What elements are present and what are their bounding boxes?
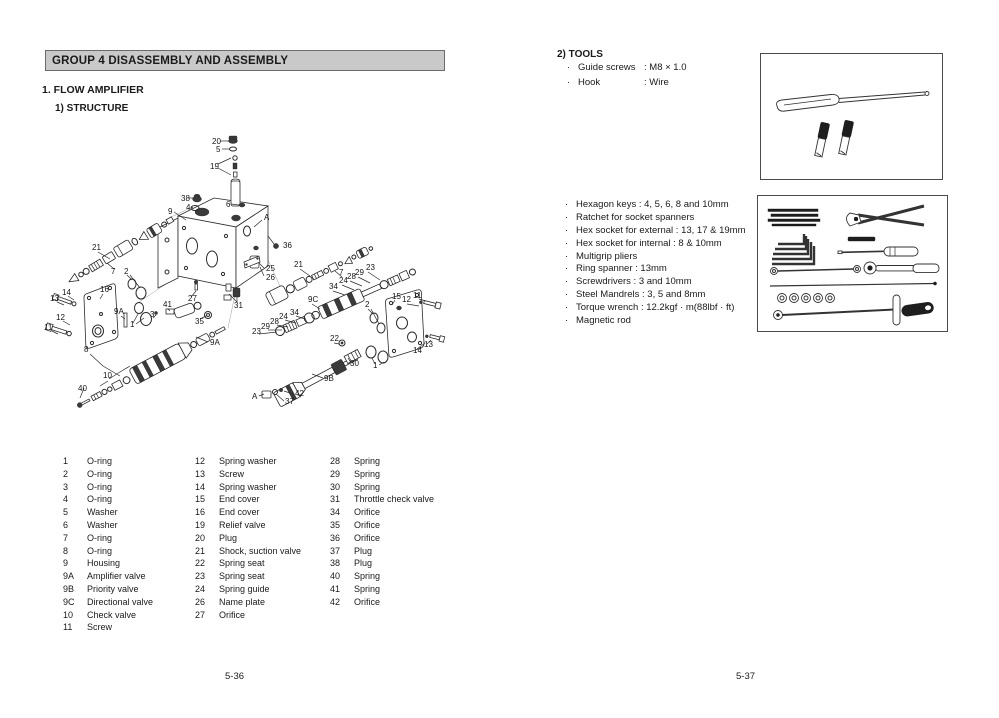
parts-row (63, 532, 153, 545)
parts-row (330, 519, 434, 532)
part-label-26: 26 (266, 273, 275, 282)
part-label-9A: 9A (114, 307, 124, 316)
part-name: End cover (219, 494, 260, 505)
part-label-7: 7 (339, 268, 344, 277)
part-label-6: 6 (226, 200, 231, 209)
part-name: End cover (219, 507, 260, 518)
structure-diagram (40, 128, 460, 443)
part-name: O-ring (87, 481, 113, 492)
bullet-icon: · (565, 315, 569, 327)
part-name: Spring washer (219, 481, 277, 492)
tool-list-text: Multigrip pliers (576, 250, 638, 262)
tool-spec-value: : Wire (644, 77, 669, 88)
guide-screw-2 (838, 120, 854, 155)
part-name: Washer (87, 507, 118, 518)
part-number: 9 (63, 558, 69, 569)
parts-row (63, 481, 153, 494)
parts-row (195, 583, 301, 596)
multigrip-pliers (847, 206, 925, 226)
part-number: 28 (330, 456, 341, 466)
part-label-8: 8 (84, 345, 89, 354)
part-name: Orifice (354, 507, 381, 518)
part-number: 21 (195, 545, 206, 556)
bullet-icon: · (565, 237, 569, 249)
parts-row (195, 481, 301, 494)
tool-list-row (565, 238, 746, 251)
parts-row (63, 609, 153, 622)
part-label-27: 27 (188, 294, 197, 303)
part-name: Orifice (219, 609, 246, 620)
tool-list-row (565, 251, 746, 264)
tool-list-text: Magnetic rod (576, 315, 631, 327)
part-number: 6 (63, 519, 69, 530)
parts-list-col3 (330, 455, 434, 609)
part-name: Spring washer (219, 456, 277, 466)
parts-row (195, 455, 301, 468)
parts-row (63, 468, 153, 481)
part-name: Shock, suction valve (219, 545, 302, 556)
parts-row (63, 570, 153, 583)
magnetic-rod (770, 282, 937, 286)
page-number-left: 5-36 (225, 671, 245, 682)
screwdriver-bit (848, 237, 875, 241)
part-label-40: 40 (78, 384, 87, 393)
parts-row (330, 532, 434, 545)
guide-screw-1 (814, 122, 830, 157)
part-label-11: 11 (44, 323, 53, 332)
section-title: 1. FLOW AMPLIFIER (42, 84, 144, 96)
part-number: 20 (195, 532, 206, 543)
part-label-38: 38 (181, 194, 190, 203)
tool-list-text: Ratchet for socket spanners (576, 211, 695, 223)
tool-list-text: Screwdrivers : 3 and 10mm (576, 276, 692, 288)
part-label-21: 21 (92, 243, 101, 252)
part-number: 29 (330, 468, 341, 479)
part-name: Spring (354, 468, 381, 479)
bullet-icon: · (565, 224, 569, 236)
part-name: O-ring (87, 494, 113, 505)
part-number: 22 (195, 558, 206, 569)
part-number: 36 (330, 532, 341, 543)
relief-valve-chain (229, 136, 241, 206)
part-label-42: 42 (295, 389, 304, 398)
part-number: 37 (330, 545, 341, 556)
part-label-5: 5 (216, 145, 221, 154)
part-label-1: 1 (373, 361, 378, 370)
bullet-icon: · (565, 302, 569, 314)
tool-list-row (565, 199, 746, 212)
part-name: O-ring (87, 532, 113, 543)
part-name: O-ring (87, 545, 113, 556)
part-number: 31 (330, 494, 341, 505)
part-label-19: 19 (210, 162, 219, 171)
tool-list-text: Hex socket for external : 13, 17 & 19mm (576, 224, 746, 236)
hook-tip (925, 92, 929, 96)
bullet-icon: · (567, 77, 571, 88)
parts-row (195, 609, 301, 622)
part-label-24: 24 (279, 312, 288, 321)
parts-row (63, 506, 153, 519)
ring-spanner (771, 266, 861, 275)
part-label-35: 35 (195, 317, 204, 326)
parts-row (63, 596, 153, 609)
part-name: Spring (354, 456, 381, 466)
part-name: Screw (219, 468, 245, 479)
part-number: 16 (195, 507, 206, 518)
part-label-10: 10 (103, 371, 112, 380)
parts-row (330, 468, 434, 481)
tool-list-text: Ring spanner : 13mm (576, 263, 667, 275)
part-number: 9A (63, 571, 75, 582)
part-label-14: 14 (62, 288, 71, 297)
part-name: Spring (354, 583, 381, 594)
part-label-1: 1 (130, 320, 135, 329)
tool-list (565, 199, 746, 328)
parts-row (330, 583, 434, 596)
part-number: 35 (330, 519, 341, 530)
part-label-41: 41 (163, 300, 172, 309)
tool-list-row (565, 276, 746, 289)
part-label-2: 2 (365, 300, 370, 309)
parts-row (195, 596, 301, 609)
part-number: 30 (330, 481, 341, 492)
tool-list-text: Steel Mandrels : 3, 5 and 8mm (576, 289, 706, 301)
parts-row (63, 519, 153, 532)
hook-tools-drawing (761, 54, 942, 179)
parts-row (330, 596, 434, 609)
part-label-15: 15 (392, 292, 401, 301)
part-number: 19 (195, 519, 206, 530)
tool-list-row (565, 289, 746, 302)
part-label-9C: 9C (308, 295, 319, 304)
part-number: 14 (195, 481, 206, 492)
part-number: 34 (330, 507, 341, 518)
tool-list-row (565, 212, 746, 225)
part-label-37: 37 (285, 397, 294, 406)
part-label-29: 29 (355, 268, 364, 277)
parts-row (63, 493, 153, 506)
part-name: Throttle check valve (354, 494, 435, 505)
tool-list-row (565, 225, 746, 238)
tool-spec-label: Hook (578, 77, 601, 88)
bullet-icon: · (567, 62, 571, 73)
part-name: Priority valve (87, 583, 139, 594)
part-label-36: 36 (283, 241, 292, 250)
part-label-24: 24 (339, 276, 348, 285)
parts-list-col1 (63, 455, 153, 634)
parts-row (63, 557, 153, 570)
parts-row (63, 621, 153, 634)
part-label-4: 4 (186, 203, 191, 212)
part-number: 10 (63, 609, 74, 620)
part-label-12: 12 (56, 313, 65, 322)
parts-row (195, 519, 301, 532)
parts-row (195, 493, 301, 506)
subsection-title: 1) STRUCTURE (55, 103, 129, 114)
part-name: Screw (87, 622, 113, 633)
group-header-bar (45, 50, 445, 71)
part-label-2: 2 (124, 267, 129, 276)
bullet-icon: · (565, 199, 569, 210)
part-number: 26 (195, 596, 206, 607)
part-number: 9B (63, 583, 75, 594)
screwdriver (838, 247, 918, 256)
ratchet (864, 262, 939, 274)
part-number: 5 (63, 507, 69, 518)
part-number: 9C (63, 596, 75, 607)
bullet-icon: · (565, 263, 569, 275)
part-name: Spring guide (219, 583, 270, 594)
part-number: 11 (63, 622, 73, 633)
sockets-row (778, 294, 835, 303)
part-label-28: 28 (347, 272, 356, 281)
parts-row (330, 557, 434, 570)
part-number: 2 (63, 468, 69, 479)
part-name: Orifice (354, 519, 381, 530)
part-number: 12 (195, 456, 206, 466)
tool-list-text: Hexagon keys : 4, 5, 6, 8 and 10mm (576, 199, 729, 210)
part-label-23: 23 (252, 327, 261, 336)
part-label-34: 34 (290, 308, 299, 317)
part-label-21: 21 (294, 260, 303, 269)
tool-list-text: Hex socket for internal : 8 & 10mm (576, 237, 722, 249)
part-label-13: 13 (424, 340, 433, 349)
part-label-7: 7 (111, 267, 116, 276)
bullet-icon: · (565, 289, 569, 301)
toolbox-hook-image (760, 53, 943, 180)
housing-block (158, 198, 268, 288)
hex-key-shafts (768, 209, 820, 226)
group-header-text: GROUP 4 DISASSEMBLY AND ASSEMBLY (52, 54, 289, 67)
part-number: 41 (330, 583, 341, 594)
part-name: Orifice (354, 596, 381, 607)
part-label-28: 28 (270, 317, 279, 326)
part-number: 15 (195, 494, 206, 505)
part-number: 1 (63, 456, 69, 466)
part-label-A: A (252, 392, 258, 401)
tool-list-row (565, 302, 746, 315)
part-name: O-ring (87, 456, 113, 466)
part-number: 38 (330, 558, 341, 569)
part-number: 4 (63, 494, 69, 505)
tool-spec-row (567, 77, 687, 92)
parts-row (330, 506, 434, 519)
parts-row (195, 570, 301, 583)
tool-list-row (565, 315, 746, 328)
part-name: Plug (219, 532, 238, 543)
part-label-34: 34 (329, 282, 338, 291)
part-name: Spring seat (219, 571, 265, 582)
hex-l-keys (772, 234, 814, 264)
part-number: 3 (63, 481, 69, 492)
part-name: Plug (354, 545, 373, 556)
part-number: 42 (330, 596, 341, 607)
part-label-13: 13 (50, 294, 59, 303)
parts-row (63, 545, 153, 558)
diagram-svg (40, 128, 460, 443)
bullet-icon: · (565, 250, 569, 262)
parts-row (330, 570, 434, 583)
part-number: 27 (195, 609, 206, 620)
parts-row (195, 532, 301, 545)
parts-row (63, 455, 153, 468)
parts-row (330, 481, 434, 494)
part-label-22: 22 (330, 334, 339, 343)
part-name: Spring seat (219, 558, 265, 569)
part-label-14: 14 (413, 346, 422, 355)
part-name: Washer (87, 519, 118, 530)
part-number: 40 (330, 571, 341, 582)
parts-row (63, 583, 153, 596)
part-name: Name plate (219, 596, 266, 607)
part-name: Directional valve (87, 596, 154, 607)
part-label-20: 20 (212, 137, 221, 146)
toolbox-tools-image (757, 195, 948, 332)
bullet-icon: · (565, 211, 569, 223)
part-number: 23 (195, 571, 206, 582)
part-number: 7 (63, 532, 69, 543)
part-number: 8 (63, 545, 69, 556)
part-label-11: 11 (413, 291, 422, 300)
tool-specs (567, 62, 687, 92)
tools-title: 2) TOOLS (557, 49, 603, 60)
parts-row (330, 545, 434, 558)
tool-list-row (565, 263, 746, 276)
tool-list-text: Torque wrench : 12.2kgf · m(88lbf · ft) (576, 302, 735, 314)
part-label-29: 29 (261, 322, 270, 331)
hook-handle (777, 94, 840, 111)
tool-spec-row (567, 62, 687, 77)
tool-spec-value: : M8 × 1.0 (644, 62, 687, 73)
part-label-25: 25 (266, 264, 275, 273)
part-label-3: 3 (150, 310, 155, 319)
part-number: 13 (195, 468, 206, 479)
part-name: Check valve (87, 609, 137, 620)
part-label-9B: 9B (324, 374, 334, 383)
bullet-icon: · (565, 276, 569, 288)
part-name: Spring (354, 481, 381, 492)
part-label-31: 31 (234, 301, 243, 310)
part-label-30: 30 (350, 359, 359, 368)
tool-spec-label: Guide screws (578, 62, 636, 73)
part-label-A: A (264, 213, 270, 222)
part-name: Orifice (354, 532, 381, 543)
part-label-9: 9 (168, 207, 173, 216)
part-name: Relief valve (219, 519, 266, 530)
tool-collection-drawing (758, 196, 947, 331)
parts-row (330, 493, 434, 506)
page-number-right: 5-37 (736, 671, 756, 682)
parts-row (195, 506, 301, 519)
part-name: Housing (87, 558, 121, 569)
parts-list-col2 (195, 455, 301, 621)
part-label-16: 16 (100, 285, 109, 294)
part-label-12: 12 (402, 295, 411, 304)
parts-row (195, 468, 301, 481)
part-label-23: 23 (366, 263, 375, 272)
part-name: O-ring (87, 468, 113, 479)
part-label-9A: 9A (210, 338, 220, 347)
parts-row (195, 545, 301, 558)
part-name: Plug (354, 558, 373, 569)
part-name: Spring (354, 571, 381, 582)
parts-row (330, 455, 434, 468)
part-name: Amplifier valve (87, 571, 146, 582)
parts-row (195, 557, 301, 570)
part-number: 24 (195, 583, 206, 594)
